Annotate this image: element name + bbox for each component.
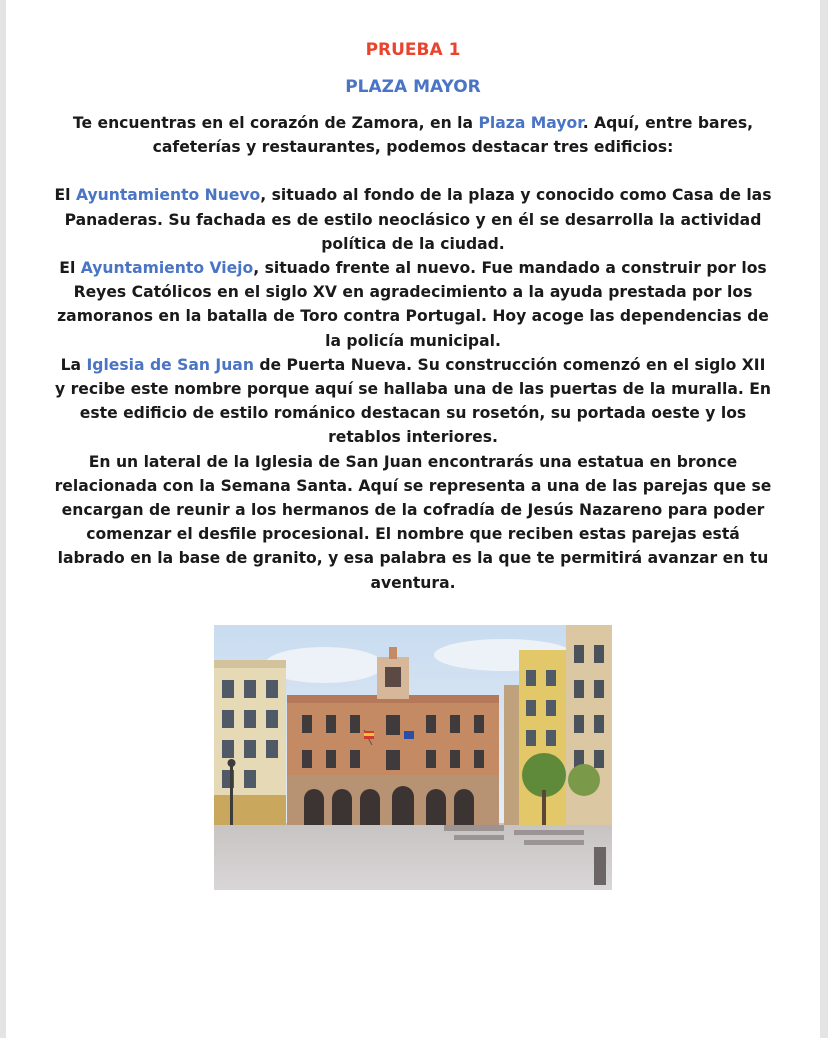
text-run: de Puerta Nueva: [253, 355, 407, 374]
text-run: En un lateral de la Iglesia de San Juan encontrarás una: [88, 452, 578, 471]
left-building: [214, 660, 286, 825]
paragraph-intro: [54, 111, 772, 159]
tree: [568, 764, 600, 796]
page-title: PRUEBA 1: [365, 40, 461, 60]
text-run: La: [60, 355, 87, 374]
paragraph-estatua: [54, 450, 772, 595]
text-run: está labrado en la base de granito, y esa palabra es la que te permitirá avanzar en tu aventura.: [57, 525, 769, 592]
text-run: Jesús Nazareno: [527, 501, 663, 520]
text-run: , situado al fondo de la plaza y conocido como Casa de las Panaderas. Su fachada es de estilo neoclásico y en él se desarrolla la actividad política de la ciudad.: [64, 186, 772, 253]
highlight-ayuntamiento-viejo: Ayuntamiento Viejo: [80, 259, 254, 278]
text-run: El: [59, 259, 81, 278]
highlight-ayuntamiento-nuevo: Ayuntamiento Nuevo: [75, 186, 261, 205]
text-run: , situado frente al nuevo. Fue mandado a construir por los: [253, 259, 767, 278]
body-text: [54, 111, 772, 595]
paragraph-iglesia-san-juan: [54, 353, 772, 450]
highlight-iglesia-san-juan: Iglesia de San Juan: [86, 355, 254, 374]
text-run: nombre que reciben estas parejas: [396, 525, 697, 544]
text-run: estatua en bronce: [577, 452, 738, 471]
page-subtitle: PLAZA MAYOR: [345, 77, 481, 97]
plaza-mayor-photo: [214, 625, 612, 890]
text-run: Reyes Católicos: [73, 283, 212, 302]
paragraph-ayuntamiento-nuevo: [54, 183, 772, 256]
highlight-plaza-mayor: Plaza Mayor: [478, 114, 583, 132]
text-run: El: [54, 186, 76, 205]
text-run: en el siglo XV en agradecimiento a la ayuda prestada por los zamoranos en la batalla de Toro contra Portugal. Hoy acoge las dependencias de la policía municipal.: [57, 283, 769, 350]
text-run: Te encuentras en el corazón de Zamora, en la: [72, 114, 479, 132]
text-run: Semana Santa: [220, 476, 348, 495]
text-run: . Aquí, entre bares, cafeterías y restaurantes, podemos destacar tres edificios:: [152, 114, 754, 157]
text-run: relacionada con la: [54, 476, 221, 495]
document-page: [6, 0, 820, 1038]
paragraph-ayuntamiento-viejo: [54, 256, 772, 353]
plaza-illustration: [214, 625, 612, 890]
text-run: para poder comenzar el desfile procesional. El: [86, 501, 765, 544]
text-run: . Aquí se representa a una de las parejas que se encargan de reunir a los hermanos de la cofradía de: [61, 476, 772, 520]
right-buildings: [504, 625, 612, 825]
text-run: . Su construcción comenzó en el siglo XII y recibe este nombre porque aquí se hallaba una de las puertas de la muralla. En este edificio de estilo románico destacan su rosetón, su portada oeste y los retablos interiores.: [55, 355, 771, 447]
